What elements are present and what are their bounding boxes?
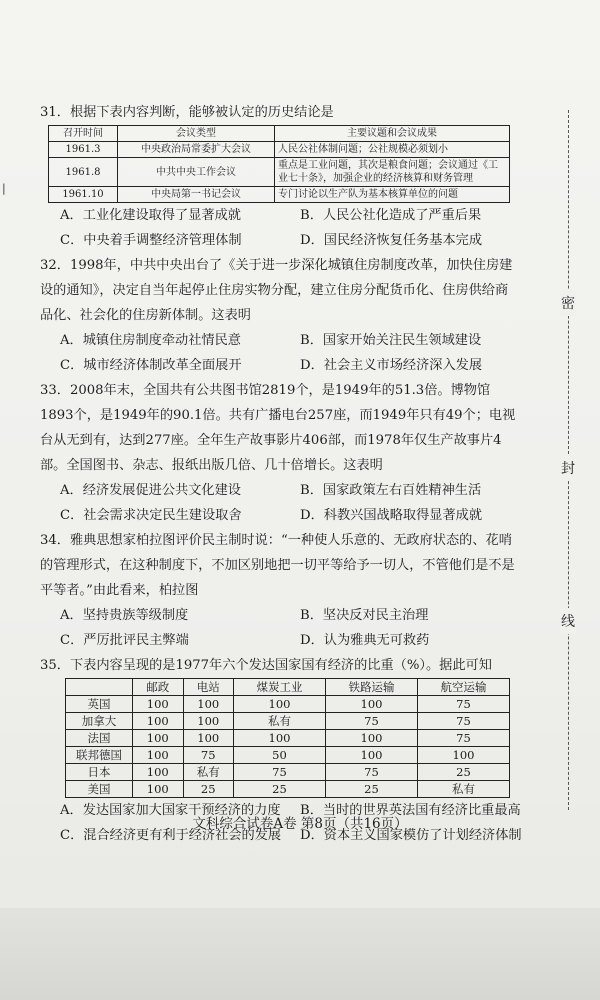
table-row (49, 187, 510, 203)
option-b: B．国家开始关注民生领域建设 (300, 333, 482, 348)
table-header: 煤炭工业 (234, 679, 326, 696)
table-cell: 25 (183, 781, 234, 798)
option-a: A．发达国家加大国家干预经济的力度 (60, 803, 281, 818)
table-cell: 25 (234, 781, 326, 798)
question-34-stem: 34．雅典思想家柏拉图评价民主制时说：“一种使人乐意的、无政府状态的、花哨的管理形式，在这种制度下，不加区别地把一切平等给予一切人，不管他们是不是平等者。”由此看来，柏拉图 (40, 533, 515, 598)
table-cell: 加拿大 (66, 713, 133, 730)
table-cell: 100 (325, 696, 417, 713)
table-row (66, 730, 510, 747)
table-cell: 100 (133, 747, 184, 764)
question-33-options (40, 478, 520, 528)
table-cell: 1961.3 (49, 142, 118, 158)
binding-char-mi: 密 (560, 290, 576, 316)
table-row (66, 764, 510, 781)
state-economy-table (65, 678, 510, 798)
table-header: 邮政 (133, 679, 184, 696)
table-cell: 私有 (417, 781, 509, 798)
table-cell: 75 (183, 747, 234, 764)
table-header (66, 679, 133, 696)
option-b: B．人民公社化造成了严重后果 (300, 208, 482, 223)
table-cell: 日本 (66, 764, 133, 781)
table-cell: 75 (417, 696, 509, 713)
table-header: 召开时间 (49, 126, 118, 142)
question-31-stem: 31．根据下表内容判断，能够被认定的历史结论是 (40, 105, 334, 120)
table-row (49, 142, 510, 158)
option-c: C．混合经济更有利于经济社会的发展 (60, 828, 282, 843)
table-cell: 75 (417, 730, 509, 747)
option-d: D．社会主义市场经济深入发展 (300, 358, 483, 373)
option-d: D．资本主义国家模仿了计划经济体制 (300, 828, 522, 843)
question-34 (40, 528, 520, 653)
table-cell: 75 (417, 713, 509, 730)
table-cell: 100 (133, 764, 184, 781)
option-c: C．严厉批评民主弊端 (60, 633, 189, 648)
table-cell: 100 (183, 696, 234, 713)
table-cell: 1961.10 (49, 187, 118, 203)
table-header: 电站 (183, 679, 234, 696)
option-c: C．社会需求决定民生建设取舍 (60, 508, 242, 523)
table-cell: 中共中央工作会议 (118, 158, 275, 187)
binding-char-feng: 封 (560, 455, 576, 481)
table-cell: 100 (183, 730, 234, 747)
table-row (66, 696, 510, 713)
option-b: B．国家政策左右百姓精神生活 (300, 483, 482, 498)
option-d: D．科教兴国战略取得显著成就 (300, 508, 483, 523)
table-cell: 100 (183, 713, 234, 730)
question-31-options (40, 203, 520, 253)
page-footer: 文科综合试卷A卷 第8页（共16页） (192, 816, 408, 832)
table-cell: 100 (325, 747, 417, 764)
question-31 (40, 100, 520, 253)
margin-mark: | (2, 182, 6, 195)
table-cell: 联邦德国 (66, 747, 133, 764)
table-cell: 100 (133, 696, 184, 713)
meeting-table (48, 125, 510, 203)
question-32-stem: 32．1998年，中共中央出台了《关于进一步深化城镇住房制度改革，加快住房建设的通知》，决定自当年起停止住房实物分配，建立住房分配货币化、住房供给商品化、社会化的住房新体制。这表明 (40, 258, 513, 323)
option-b: B．当时的世界英法国有经济比重最高 (300, 803, 521, 818)
option-a: A．坚持贵族等级制度 (60, 608, 189, 623)
table-cell: 25 (417, 764, 509, 781)
question-area (40, 100, 520, 848)
table-header: 航空运输 (417, 679, 509, 696)
table-cell: 英国 (66, 696, 133, 713)
table-header: 会议类型 (118, 126, 275, 142)
table-cell: 25 (325, 781, 417, 798)
table-cell: 私有 (234, 713, 326, 730)
table-cell: 100 (133, 713, 184, 730)
table-cell: 人民公社体制问题；公社规模必须划小 (275, 142, 510, 158)
table-cell: 法国 (66, 730, 133, 747)
table-cell: 中央局第一书记会议 (118, 187, 275, 203)
table-cell: 私有 (183, 764, 234, 781)
table-cell: 1961.8 (49, 158, 118, 187)
table-cell: 100 (234, 696, 326, 713)
table-cell: 75 (234, 764, 326, 781)
question-32 (40, 253, 520, 378)
table-cell: 50 (234, 747, 326, 764)
table-cell: 100 (325, 730, 417, 747)
option-a: A．经济发展促进公共文化建设 (60, 483, 241, 498)
option-c: C．中央着手调整经济管理体制 (60, 233, 242, 248)
table-cell: 100 (417, 747, 509, 764)
table-row (66, 747, 510, 764)
table-cell: 美国 (66, 781, 133, 798)
option-a: A．工业化建设取得了显著成就 (60, 208, 241, 223)
binding-char-xian: 线 (560, 608, 576, 634)
option-b: B．坚决反对民主治理 (300, 608, 429, 623)
question-35-stem: 35．下表内容呈现的是1977年六个发达国家国有经济的比重（%）。据此可知 (40, 658, 492, 673)
option-d: D．认为雅典无可救药 (300, 633, 430, 648)
table-cell: 专门讨论以生产队为基本核算单位的问题 (275, 187, 510, 203)
table-cell: 100 (133, 781, 184, 798)
table-row (49, 158, 510, 187)
table-row (66, 781, 510, 798)
table-header: 铁路运输 (325, 679, 417, 696)
table-cell: 中央政治局常委扩大会议 (118, 142, 275, 158)
option-a: A．城镇住房制度牵动社情民意 (60, 333, 241, 348)
table-cell: 75 (325, 713, 417, 730)
question-33-stem: 33．2008年末，全国共有公共图书馆2819个，是1949年的51.3倍。博物馆1893个，是1949年的90.1倍。共有广播电台257座，而1949年只有49个；电视台从无到有，达到277座。全年生产故事影片406部，而1978年仅生产故事片4部。全国图书、杂志、报纸出版几倍、几十倍增长。这表明 (40, 383, 516, 473)
option-d: D．国民经济恢复任务基本完成 (300, 233, 483, 248)
table-cell: 100 (133, 730, 184, 747)
table-header: 主要议题和会议成果 (275, 126, 510, 142)
table-cell: 75 (325, 764, 417, 781)
question-34-options (40, 603, 520, 653)
table-cell: 100 (234, 730, 326, 747)
table-cell: 重点是工业问题，其次是粮食问题；会议通过《工业七十条》，加强企业的经济核算和财务管理 (275, 158, 510, 187)
option-c: C．城市经济体制改革全面展开 (60, 358, 242, 373)
table-row (66, 713, 510, 730)
question-33 (40, 378, 520, 528)
question-32-options (40, 328, 520, 378)
paper-fold (0, 908, 600, 1000)
